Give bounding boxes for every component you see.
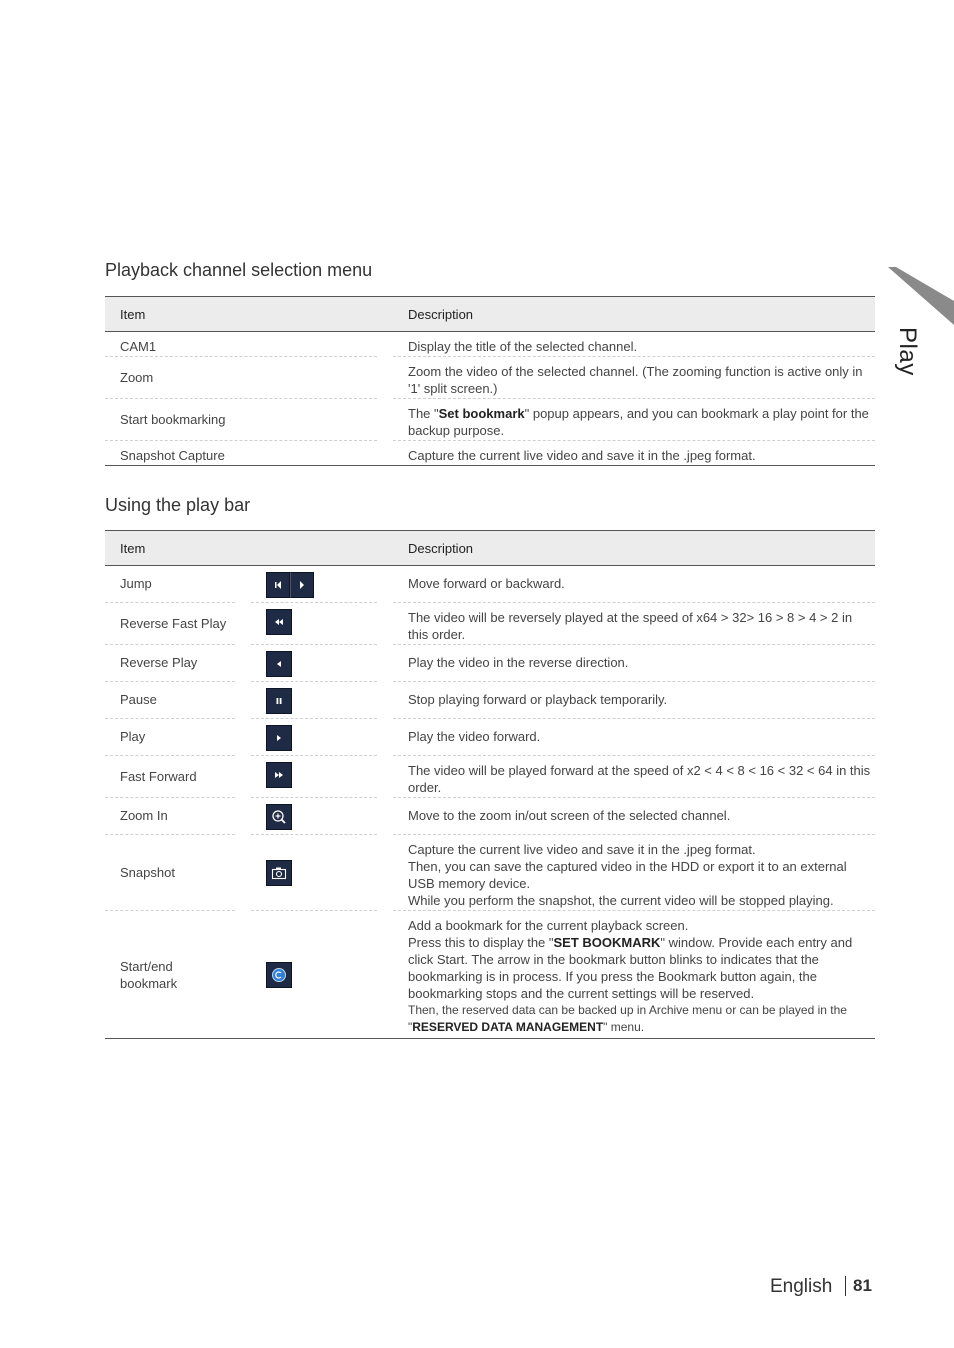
table-row (105, 835, 875, 911)
row-description: Add a bookmark for the current playback screen. Press this to display the "SET BOOKMARK" window. Provide each entry and click Start. The arrow in the bookmark button blinks to indicates that the bookmarking is in process. If you press the Bookmark button again, the bookmarking stops and the current settings will be reserved. Then, the reserved data can be backed up in Archive menu or can be played in the "RESERVED DATA MANAGEMENT" menu. (408, 918, 853, 1034)
side-tab-shape (888, 267, 954, 327)
row-description: Move to the zoom in/out screen of the selected channel. (393, 798, 875, 835)
header-item: Item (105, 531, 235, 566)
row-description: The "Set bookmark" popup appears, and you can bookmark a play point for the backup purpose. (393, 399, 875, 441)
row-item: Reverse Play (105, 645, 235, 682)
table-row (105, 441, 875, 466)
snapshot-icon[interactable] (266, 860, 292, 886)
row-item: CAM1 (105, 332, 377, 357)
header-item: Item (105, 297, 377, 332)
row-item: Zoom In (105, 798, 235, 835)
row-item: Play (105, 719, 235, 756)
row-item: Snapshot Capture (120, 448, 225, 463)
footer-divider (845, 1276, 846, 1296)
bookmark-icon[interactable] (266, 962, 292, 988)
row-description: Capture the current live video and save it in the .jpeg format. (408, 448, 756, 463)
fast-forward-icon[interactable] (266, 762, 292, 788)
header-description: Description (393, 531, 875, 566)
row-description: Stop playing forward or playback temporarily. (393, 682, 875, 719)
zoom-in-icon[interactable] (266, 804, 292, 830)
pause-icon[interactable] (266, 688, 292, 714)
row-item: Snapshot (105, 835, 235, 911)
row-description: The video will be reversely played at the speed of x64 > 32> 16 > 8 > 4 > 2 in this order. (393, 603, 875, 645)
section-title-channel-menu: Playback channel selection menu (105, 260, 373, 280)
row-item: Pause (105, 682, 235, 719)
table-row (105, 603, 875, 645)
row-description: The video will be played forward at the speed of x2 < 4 < 8 < 16 < 32 < 64 in this order. (393, 756, 875, 798)
row-description: Move forward or backward. (393, 566, 875, 603)
reverse-fast-play-icon[interactable] (266, 609, 292, 635)
row-item: Start bookmarking (105, 399, 377, 441)
header-description: Description (393, 297, 875, 332)
jump-icon[interactable] (266, 572, 314, 598)
play-bar-table (105, 530, 875, 1039)
row-description: Capture the current live video and save it in the .jpeg format. Then, you can save the captured video in the HDD or export it to an external USB memory device. While you perform the snapshot, the current video will be stopped playing. (393, 835, 875, 911)
row-description: Play the video forward. (393, 719, 875, 756)
side-tab-label: Play (894, 327, 921, 376)
table-row (105, 332, 875, 358)
channel-menu-table (105, 296, 875, 466)
table-header (105, 297, 875, 332)
row-description: Zoom the video of the selected channel. (The zooming function is active only in '1' split screen.) (393, 357, 875, 399)
section-title-play-bar: Using the play bar (105, 495, 251, 515)
table-row (105, 719, 875, 756)
row-description: Display the title of the selected channel. (393, 332, 875, 357)
row-item: Jump (105, 566, 235, 603)
row-item: Reverse Fast Play (105, 603, 235, 645)
table-row (105, 357, 875, 399)
table-row (105, 645, 875, 682)
row-item: Zoom (105, 357, 377, 399)
page-number: 81 (853, 1276, 872, 1295)
row-description: Play the video in the reverse direction. (393, 645, 875, 682)
table-row (105, 566, 875, 604)
table-row (105, 756, 875, 798)
table-row (105, 682, 875, 719)
play-icon[interactable] (266, 725, 292, 751)
table-row (105, 399, 875, 441)
footer-language: English (770, 1276, 833, 1297)
table-row (105, 798, 875, 835)
table-row (105, 911, 875, 1039)
row-item: Fast Forward (105, 756, 235, 798)
reverse-play-icon[interactable] (266, 651, 292, 677)
table-header (105, 531, 875, 566)
row-item: Start/end bookmark (120, 958, 178, 991)
